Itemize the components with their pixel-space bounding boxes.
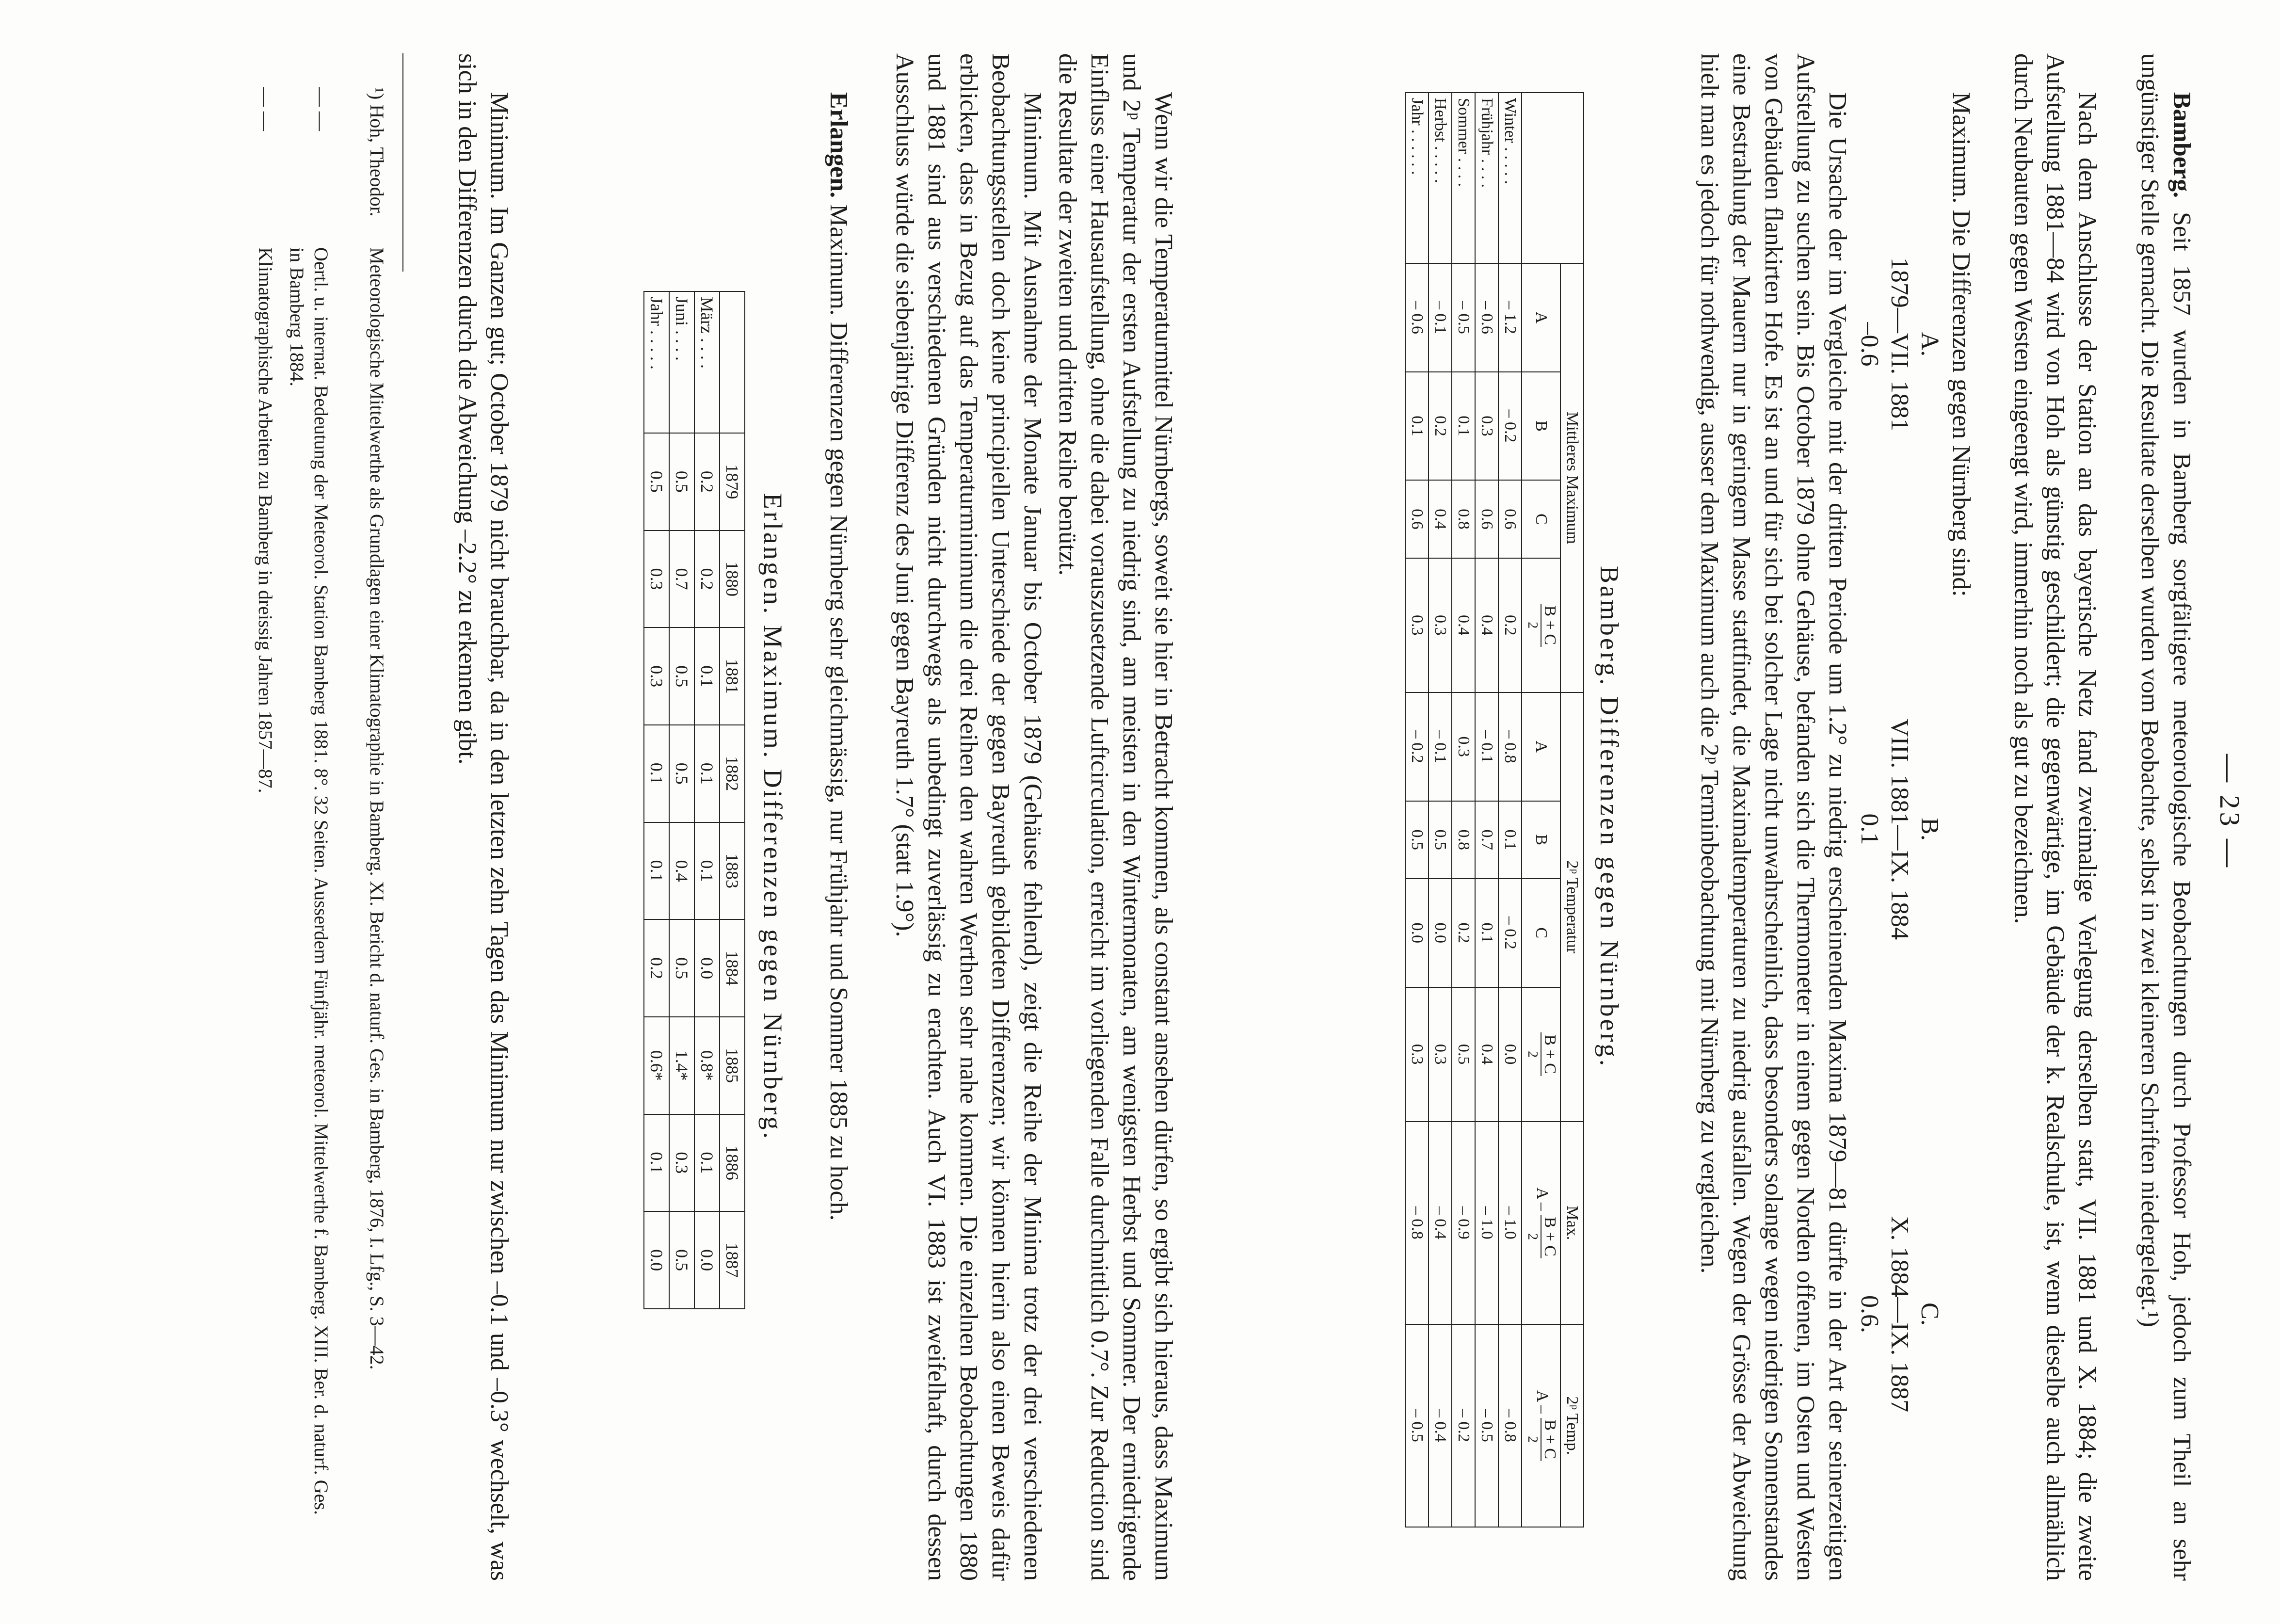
paragraph-erlangen-minimum: Minimum. Im Ganzen gut; October 1879 nicht brauchbar, da in den letzten zehn Tagen das Minimum nur zwischen –0.1 und –0.3° wechselt, was sich in den Differenzen durch die Abweichung –2.2° zu erkennen gibt. [453,53,513,1581]
cell: 0.0 [694,919,720,1017]
footnote-text: Oertl. u. internat. Bedeutung der Meteorol. Station Bamberg 1881. 8°. 32 Seiten. Ausserdem Fünfjähr. meteorol. Mittelwerthe f. Bamberg. XIII. Ber. d. naturf. Ges. in Bamberg 1884. [286,247,332,1515]
paragraph-bamberg-intro [2134,53,2198,1581]
year-header: 1880 [720,531,745,628]
table-row [1475,93,1498,1527]
cell: – 0.2 [1498,372,1522,481]
period-a-value: –0.6 [1856,322,1883,367]
cell: 0.3 [1452,692,1475,801]
row-label: Sommer . . . . [1452,93,1475,263]
period-b-range: VIII. 1881—IX. 1884 [1886,718,1913,940]
cell: 0.5 [669,627,694,725]
section-lead-erlangen: Erlangen. [825,92,852,198]
cell: 0.2 [644,919,669,1017]
paragraph-erlangen [822,53,854,1581]
period-b-value: 0.1 [1856,813,1883,845]
cell: – 0.8 [1405,1122,1429,1324]
table1-header-mean-max: Mittleres Maximum [1560,263,1584,692]
period-a-letter: A. [1916,332,1943,357]
period-b-letter: B. [1916,818,1943,841]
table1-corner [1522,93,1584,263]
cell: 0.1 [694,822,720,920]
cell: 0.0 [644,1211,669,1309]
paragraph-interpretation: Wenn wir die Temperaturmittel Nürnbergs, soweit sie hier in Betracht kommen, als constant ansehen dürfen, so ergibt sich hieraus, dass Maximum und 2ᵖ Temperatur der ersten Aufstellung zu niedrig sind, am meisten in den Wintermonaten, am wenigsten Herbst und Sommer. Der erniedrigende Einfluss einer Hausaufstellung, ohne die dabei vorauszusetzende Luftcirculation, erreicht im vorliegenden Falle durchnittlich 0.7°. Zur Reduction sind die Resultate der zweiten und dritten Reihe benützt. [1054,53,1177,1581]
table1-header-2p-temp: 2ᵖ Temperatur [1560,692,1584,1122]
cell: 1.4* [669,1017,694,1114]
table1-col-c-2p: C [1522,879,1560,987]
cell: 0.2 [1498,558,1522,692]
cell: – 0.5 [1405,1324,1429,1527]
table1-col-b-2p: B [1522,801,1560,879]
frac-top: B + C [1541,1032,1558,1076]
cell: – 0.2 [1498,879,1522,987]
table-row [694,291,720,1309]
paragraph-bamberg-intro-text: Seit 1857 wurden in Bamberg sorgfältigere meteorologische Beobachtungen durch Professor Hoh, jedoch zum Theil an sehr ungünstiger Stelle gemacht. Die Resultate derselben wurden vom Beobachte, selbst in zwei kleineren Schriften niedergelegt.¹) [2136,53,2196,1581]
cell: 0.4 [669,822,694,920]
cell: 0.6* [644,1017,669,1114]
row-label: Jahr . . . . . [644,291,669,433]
frac-top: B + C [1541,1215,1558,1258]
cell: 0.5 [1429,801,1452,879]
table-row [644,291,669,1309]
cell: 0.6 [1405,480,1429,558]
cell: 0.3 [644,627,669,725]
frac-bottom: 2 [1525,1436,1540,1443]
year-header: 1879 [720,433,745,531]
footnote-label: — — [255,87,276,131]
cell: – 0.1 [1429,263,1452,372]
table1-col-bc-mean [1522,558,1560,692]
cell: 0.1 [644,1114,669,1212]
cell: 0.1 [1452,372,1475,481]
cell: – 0.5 [1452,263,1475,372]
paragraph-station-history: Nach dem Anschlusse der Station an das bayerische Netz fand zweimalige Verlegung derselben statt, VII. 1881 und X. 1884; die zweite Aufstellung 1881—84 wird von Hoh als günstig geschildert; die gegenwärtige, im Gebäude der k. Realschule, ist, wenn dieselbe auch allmählich durch Neubauten gegen Westen eingeengt wird, immerhin noch als gut zu bezeichnen. [2009,53,2101,1581]
period-a-range: 1879—VII. 1881 [1886,257,1913,432]
footnote-label: — — [310,87,332,131]
page-number: — 23 — [2214,754,2246,870]
cell: – 0.9 [1452,1122,1475,1324]
table-row [1429,93,1452,1527]
frac-top: B + C [1541,604,1558,647]
cell: – 0.8 [1498,692,1522,801]
cell: – 0.5 [1475,1324,1498,1527]
cell: 0.6 [1475,480,1498,558]
table1-col-a-minus-bc-2p [1522,1324,1560,1527]
cell: 0.3 [1429,558,1452,692]
footnote-3 [248,87,277,1542]
row-label: März . . . . [694,291,720,433]
cell: 0.4 [1452,558,1475,692]
table-row [1452,93,1475,1527]
cell: 0.4 [1475,987,1498,1122]
year-header: 1887 [720,1211,745,1309]
row-label: Jahr . . . . . . [1405,93,1429,263]
cell: – 0.2 [1405,692,1429,801]
diff-prefix: A – [1533,1187,1552,1211]
cell: 0.5 [669,1211,694,1309]
table1-col-a-minus-bc-max [1522,1122,1560,1324]
cell: – 1.0 [1498,1122,1522,1324]
year-header: 1884 [720,919,745,1017]
cell: – 0.8 [1498,1324,1522,1527]
cell: 0.2 [694,433,720,531]
footnote-text: Meteorologische Mittelwerthe als Grundlagen einer Klimatographie in Bamberg. XI. Bericht d. naturf. Ges. in Bamberg, 1876, I. Lfg., S. 3—42. [366,247,388,1370]
frac-top: B + C [1541,1418,1558,1462]
cell: 0.5 [669,725,694,822]
cell: 0.1 [694,627,720,725]
table-row [1405,93,1429,1527]
table-row [669,291,694,1309]
row-label: Winter . . . . . [1498,93,1522,263]
year-header: 1881 [720,627,745,725]
footnote-rule [402,53,403,272]
period-c-letter: C. [1916,1302,1943,1326]
year-header: 1882 [720,725,745,822]
cell: 0.1 [644,822,669,920]
cell: 0.0 [1498,987,1522,1122]
cell: – 0.4 [1429,1122,1452,1324]
table-row [1498,93,1522,1527]
table1-header-2p-temp-short: 2ᵖ Temp. [1560,1324,1584,1527]
cell: 0.3 [1429,987,1452,1122]
cell: 0.8* [694,1017,720,1114]
cell: 0.8 [1452,480,1475,558]
footnote-label: ¹) Hoh, Theodor. [366,87,388,217]
bamberg-differences-table [1405,92,1584,1528]
paragraph-minimum: Minimum. Mit Ausnahme der Monate Januar bis October 1879 (Gehäuse fehlend), zeigt die Reihe der Minima trotz der drei verschiedenen Beobachtungsstellen doch keine principiellen Unterschiede der gegen Bayreuth gebildeten Differenzen; wir können hierin also einen Beweis dafür erblicken, dass in Bezug auf das Temperaturminimum die drei Reihen den wahren Werthen sehr nahe kommen. Die einzelnen Beobachtungen 1880 und 1881 sind aus verschiedenen Gründen nicht durchwegs als unbedingt zuverlässig zu erachten. Auch VI. 1883 ist zweifelhaft, durch dessen Ausschluss würde die siebenjährige Differenz des Juni gegen Bayreuth 1.7° (statt 1.9°). [891,53,1046,1581]
cell: 0.5 [669,433,694,531]
cell: 0.7 [669,531,694,628]
cell: – 0.1 [1429,692,1452,801]
cell: 0.5 [1405,801,1429,879]
period-c-value: 0.6. [1856,1295,1883,1333]
cell: – 0.2 [1452,1324,1475,1527]
table2-title: Erlangen. Maximum. Differenzen gegen Nürnberg. [758,493,787,1142]
table1-header-max: Max. [1560,1122,1584,1324]
row-label: Frühjahr . . . . [1475,93,1498,263]
year-header: 1885 [720,1017,745,1114]
frac-bottom: 2 [1525,622,1540,629]
cell: 0.3 [1405,987,1429,1122]
cell: 0.2 [1452,879,1475,987]
cell: 0.2 [1429,372,1452,481]
row-label: Herbst . . . . . [1429,93,1452,263]
cell: 0.1 [1498,801,1522,879]
year-header: 1883 [720,822,745,920]
cell: – 0.4 [1429,1324,1452,1527]
diff-prefix: A – [1533,1390,1552,1414]
cell: 0.0 [1429,879,1452,987]
cell: 0.5 [669,919,694,1017]
paragraph-cause: Die Ursache der im Vergleiche mit der dritten Periode um 1.2° zu niedrig erscheinenden Maxima 1879—81 dürfte in der Art der seinerzeitigen Aufstellung zu suchen sein. Bis October 1879 ohne Gehäuse, befanden sich die Thermometer in einem gegen Norden offenen, im Osten und Westen von Gebäuden flankirten Hofe. Es ist an und für sich bei solcher Lage nicht unwahrscheinlich, dass besonders solange wegen niedrigen Sonnenstandes eine Bestrahlung der Mauern nur in geringem Masse stattfindet, die Maximaltemperaturen zu niedrig ausfallen. Wegen der Grösse der Abweichung hielt man es jedoch für nothwendig, ausser dem Maximum auch die 2ᵖ Terminbeobachtung mit Nürnberg zu vergleichen. [1696,53,1851,1581]
section-lead-bamberg: Bamberg. [2168,92,2196,198]
table1-col-a: A [1522,263,1560,372]
table1-col-a-2p: A [1522,692,1560,801]
cell: 0.1 [644,725,669,822]
period-c-range: X. 1884—IX. 1887 [1886,1216,1913,1413]
cell: 0.1 [694,1114,720,1212]
cell: – 0.1 [1475,692,1498,801]
cell: 0.6 [1498,480,1522,558]
cell: 0.8 [1452,801,1475,879]
table1-col-bc-mean-2p [1522,987,1560,1122]
cell: 0.0 [1405,879,1429,987]
cell: 0.0 [694,1211,720,1309]
table1-col-c: C [1522,480,1560,558]
cell: 0.5 [1452,987,1475,1122]
footnote-text: Klimatographische Arbeiten zu Bamberg in dreissig Jahren 1857—87. [255,247,276,793]
cell: – 1.0 [1475,1122,1498,1324]
paragraph-erlangen-text: Maximum. Differenzen gegen Nürnberg sehr gleichmässig, nur Frühjahr und Sommer 1885 zu hoch. [825,204,852,1221]
cell: 0.1 [1475,879,1498,987]
cell: 0.1 [694,725,720,822]
cell: 0.2 [694,531,720,628]
frac-bottom: 2 [1525,1051,1540,1058]
erlangen-maximum-table [643,291,745,1309]
cell: 0.4 [1429,480,1452,558]
cell: – 0.6 [1405,263,1429,372]
paragraph-maximum-intro: Maximum. Die Differenzen gegen Nürnberg sind: [1947,92,1975,597]
frac-bottom: 2 [1525,1233,1540,1240]
cell: 0.3 [669,1114,694,1212]
cell: 0.7 [1475,801,1498,879]
footnote-1 [336,87,389,1542]
cell: 0.3 [644,531,669,628]
year-header: 1886 [720,1114,745,1212]
row-label: Juni . . . . [669,291,694,433]
cell: 0.5 [644,433,669,531]
cell: 0.1 [1405,372,1429,481]
footnote-2 [280,87,333,1542]
table1-title: Bamberg. Differenzen gegen Nürnberg. [1595,565,1624,1069]
table1-col-b: B [1522,372,1560,481]
table2-corner [720,291,745,433]
cell: 0.3 [1475,372,1498,481]
cell: – 0.6 [1475,263,1498,372]
cell: 0.3 [1405,558,1429,692]
cell: 0.4 [1475,558,1498,692]
cell: – 1.2 [1498,263,1522,372]
